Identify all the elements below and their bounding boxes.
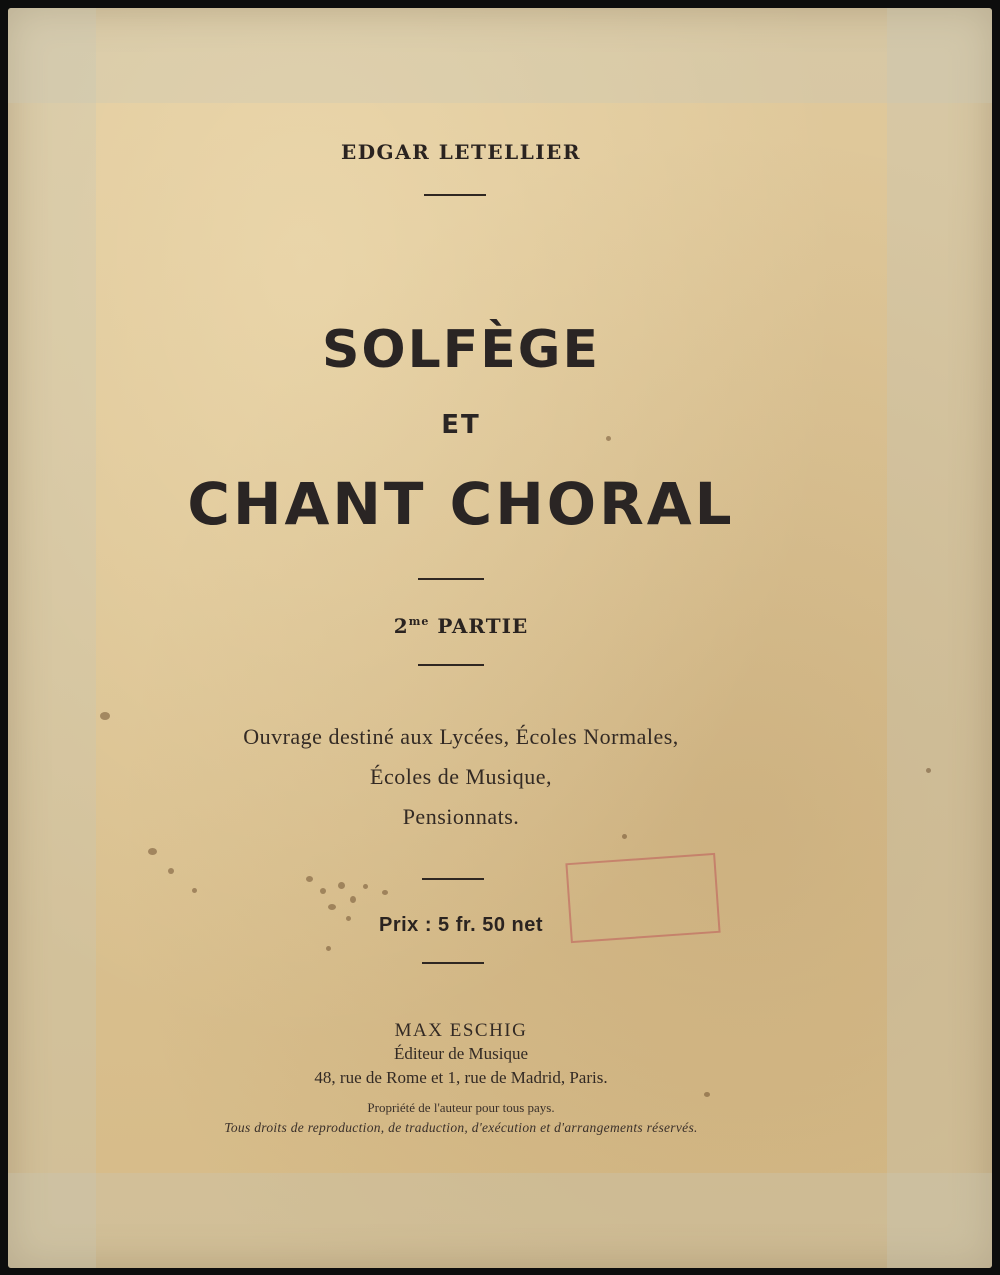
foxing-speck [320, 888, 326, 894]
author-name: EDGAR LETELLIER [340, 140, 582, 164]
rights-notice: Tous droits de reproduction, de traduction, d'exécution et d'arrangements réservés. [224, 1120, 698, 1135]
foxing-speck [168, 868, 174, 874]
publisher-address: 48, rue de Rome et 1, rue de Madrid, Paris. [314, 1068, 608, 1087]
foxing-speck [926, 768, 931, 773]
foxing-speck [148, 848, 157, 855]
foxing-speck [306, 876, 313, 882]
price: Prix : 5 fr. 50 net [378, 914, 543, 936]
part-label: PARTIE [437, 614, 529, 638]
description-line-3: Pensionnats. [402, 804, 520, 829]
divider-before-price [422, 878, 484, 880]
foxing-speck [328, 904, 336, 910]
part-suffix: me [408, 615, 430, 628]
title-subtitle: CHANT CHORAL [187, 470, 735, 538]
description-line-1: Ouvrage destiné aux Lycées, Écoles Normales, [243, 724, 679, 749]
foxing-speck [350, 896, 356, 903]
tape-strip-bottom [8, 1173, 992, 1268]
foxing-speck [100, 712, 110, 720]
book-cover [8, 8, 992, 1268]
foxing-speck [622, 834, 627, 839]
library-stamp [565, 853, 720, 943]
tape-strip-top [8, 8, 992, 103]
foxing-speck [338, 882, 345, 889]
publisher-name: MAX ESCHIG [394, 1020, 528, 1041]
description-line-2: Écoles de Musique, [370, 764, 552, 789]
title-main: SOLFÈGE [321, 320, 601, 380]
divider-after-title [418, 578, 484, 580]
divider-after-price [422, 962, 484, 964]
divider-top [424, 194, 486, 196]
title-conjunction: ET [441, 410, 481, 440]
part-heading [8, 614, 914, 638]
foxing-speck [704, 1092, 710, 1097]
foxing-speck [326, 946, 331, 951]
property-notice: Propriété de l'auteur pour tous pays. [367, 1100, 555, 1115]
foxing-speck [363, 884, 368, 889]
divider-after-part [418, 664, 484, 666]
foxing-speck [192, 888, 197, 893]
part-number: 2 [393, 614, 409, 638]
foxing-speck [382, 890, 388, 895]
publisher-role: Éditeur de Musique [393, 1044, 529, 1063]
